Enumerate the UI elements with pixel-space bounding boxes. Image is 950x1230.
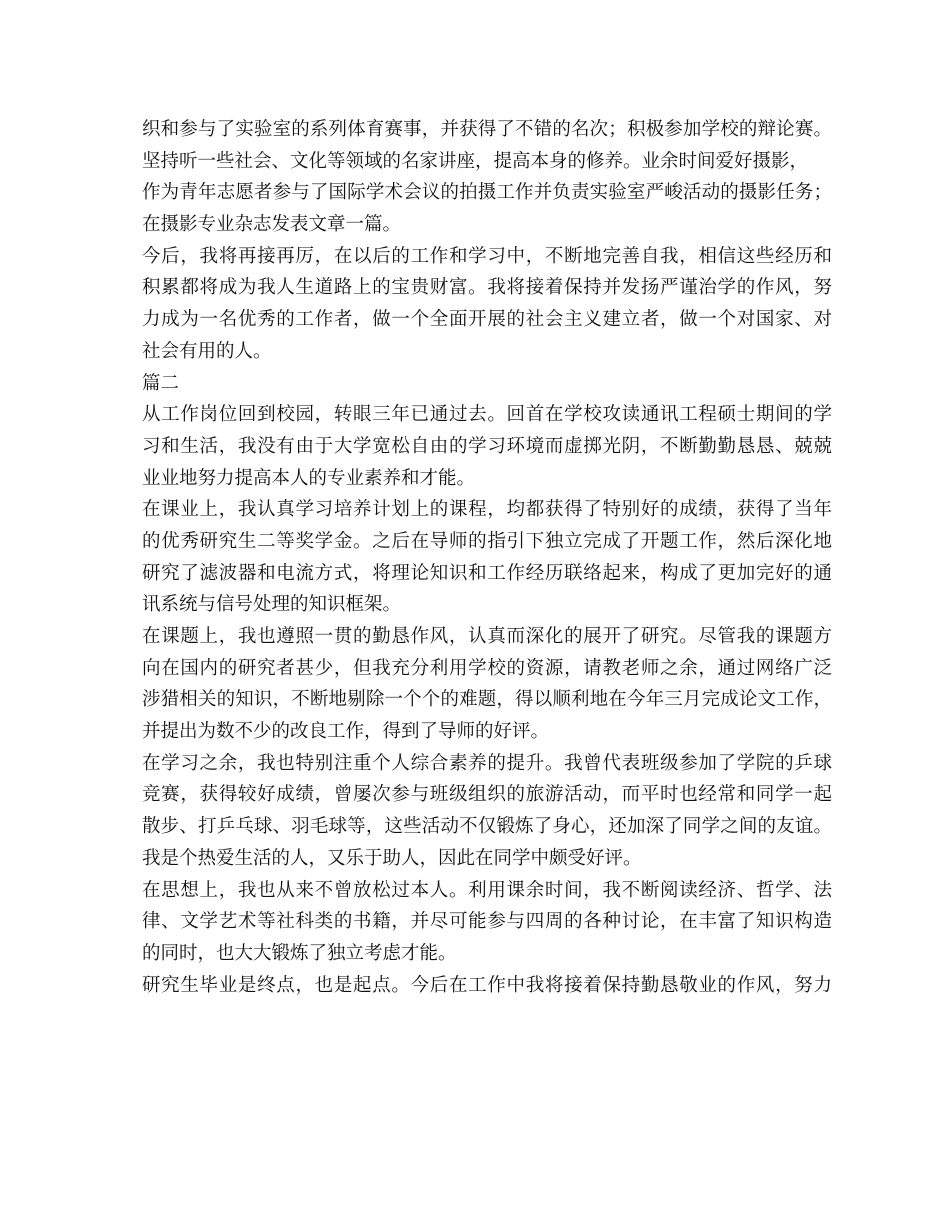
text-line: 竞赛，获得较好成绩，曾屡次参与班级组织的旅游活动，而平时也经常和同学一起 — [142, 784, 832, 806]
text-line: 研究生毕业是终点，也是起点。今后在工作中我将接着保持勤恳敬业的作风，努力 — [142, 974, 832, 996]
text-line: 讯系统与信号处理的知识框架。 — [142, 594, 402, 616]
text-line: 从工作岗位回到校园，转眼三年已通过去。回首在学校攻读通讯工程硕士期间的学 — [142, 404, 832, 426]
text-line: 在摄影专业杂志发表文章一篇。 — [142, 214, 402, 236]
text-line: 力成为一名优秀的工作者，做一个全面开展的社会主义建立者，做一个对国家、对 — [142, 309, 832, 331]
text-line: 的优秀研究生二等奖学金。之后在导师的指引下独立完成了开题工作，然后深化地 — [142, 530, 832, 552]
document-body — [142, 114, 832, 1001]
text-line: 业业地努力提高本人的专业素养和才能。 — [142, 467, 476, 489]
text-line: 律、文学艺术等社科类的书籍，并尽可能参与四周的各种讨论，在丰富了知识构造 — [142, 911, 832, 933]
text-line: 习和生活，我没有由于大学宽松自由的学习环境而虚掷光阴，不断勤勤恳恳、兢兢 — [142, 435, 832, 457]
text-line: 我是个热爱生活的人，又乐于助人，因此在同学中颇受好评。 — [142, 847, 642, 869]
text-line: 的同时，也大大锻炼了独立考虑才能。 — [142, 942, 457, 964]
text-line: 在课题上，我也遵照一贯的勤恳作风，认真而深化的展开了研究。尽管我的课题方 — [142, 626, 832, 647]
text-line: 织和参与了实验室的系列体育赛事，并获得了不错的名次；积极参加学校的辩论赛。 — [142, 119, 832, 140]
text-line: 积累都将成为我人生道路上的宝贵财富。我将接着保持并发扬严谨治学的作风，努 — [142, 277, 832, 299]
text-line: 研究了滤波器和电流方式，将理论知识和工作经历联络起来，构成了更加完好的通 — [142, 562, 832, 584]
text-line: 在学习之余，我也特别注重个人综合素养的提升。我曾代表班级参加了学院的乒球 — [142, 752, 832, 774]
text-line: 并提出为数不少的改良工作，得到了导师的好评。 — [142, 721, 550, 743]
text-line: 散步、打乒乓球、羽毛球等，这些活动不仅锻炼了身心，还加深了同学之间的友谊。 — [142, 816, 832, 838]
text-line: 篇二 — [142, 372, 180, 394]
text-line: 作为青年志愿者参与了国际学术会议的拍摄工作并负责实验室严峻活动的摄影任务； — [142, 182, 832, 204]
text-line: 坚持听一些社会、文化等领域的名家讲座，提高本身的修养。业余时间爱好摄影， — [142, 150, 809, 172]
text-line: 涉猎相关的知识，不断地剔除一个个的难题，得以顺利地在今年三月完成论文工作， — [142, 689, 832, 711]
text-line: 在思想上，我也从来不曾放松过本人。利用课余时间，我不断阅读经济、哲学、法 — [142, 879, 832, 901]
text-line: 向在国内的研究者甚少，但我充分利用学校的资源，请教老师之余，通过网络广泛 — [142, 657, 832, 679]
text-line: 社会有用的人。 — [142, 340, 272, 362]
text-line: 在课业上，我认真学习培养计划上的课程，均都获得了特别好的成绩，获得了当年 — [142, 499, 832, 521]
text-line: 今后，我将再接再厉，在以后的工作和学习中，不断地完善自我，相信这些经历和 — [142, 245, 832, 267]
